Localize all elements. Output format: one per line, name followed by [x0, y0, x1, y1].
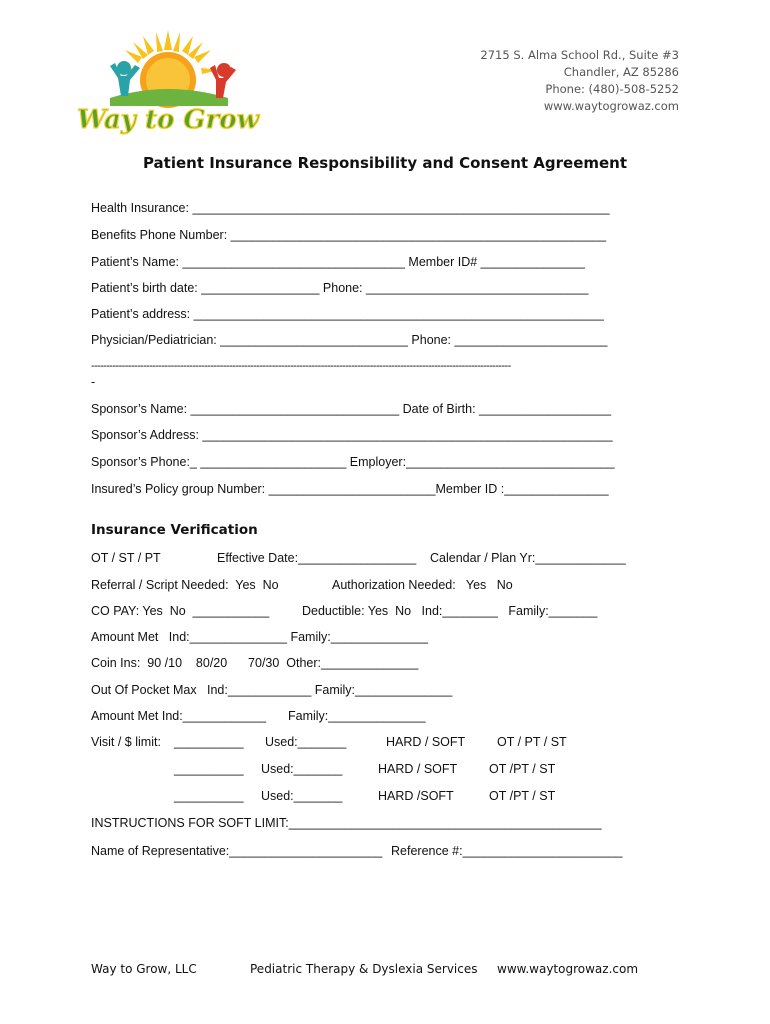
address-phone: Phone: (480)-508-5252 [545, 82, 679, 96]
svg-text:Way to Grow: Way to Grow [77, 105, 259, 135]
hard-soft-option[interactable]: HARD / SOFT [378, 762, 458, 776]
soft-limit-instructions-field[interactable]: INSTRUCTIONS FOR SOFT LIMIT:_____________________________________________ [91, 816, 602, 830]
out-of-pocket-field[interactable]: Out Of Pocket Max Ind:____________ Family:______________ [91, 683, 453, 697]
footer-company: Way to Grow, LLC [91, 962, 197, 976]
discipline-option[interactable]: OT /PT / ST [489, 762, 556, 776]
reference-number-field[interactable]: Reference #:_______________________ [391, 844, 623, 858]
visit-used-field[interactable]: Used:_______ [265, 735, 347, 749]
visit-limit-blank[interactable]: __________ [174, 762, 244, 776]
amount-met-ind-field[interactable]: Amount Met Ind:____________ [91, 709, 267, 723]
visit-limit-blank[interactable]: __________ [174, 735, 244, 749]
copay-field[interactable]: CO PAY: Yes No ___________ [91, 604, 270, 618]
visit-limit-blank[interactable]: __________ [174, 789, 244, 803]
representative-name-field[interactable]: Name of Representative:______________________ [91, 844, 383, 858]
company-address [480, 47, 679, 115]
page-title: Patient Insurance Responsibility and Consent Agreement [142, 154, 628, 172]
coin-ins-field[interactable]: Coin Ins: 90 /10 80/20 70/30 Other:______________ [91, 656, 419, 670]
patient-birth-date-field[interactable]: Patient’s birth date: _________________ Phone: ________________________________ [91, 281, 589, 295]
hard-soft-option[interactable]: HARD / SOFT [386, 735, 466, 749]
amount-met-family-field[interactable]: Family:______________ [288, 709, 426, 723]
benefits-phone-field[interactable]: Benefits Phone Number: ______________________________________________________ [91, 228, 607, 242]
patient-address-field[interactable]: Patient’s address: ___________________________________________________________ [91, 307, 604, 321]
visit-limit-label: Visit / $ limit: [91, 735, 161, 749]
address-city: Chandler, AZ 85286 [563, 65, 679, 79]
policy-group-field[interactable]: Insured’s Policy group Number: ________________________Member ID :_______________ [91, 482, 609, 496]
ot-st-pt-label: OT / ST / PT [91, 551, 161, 565]
referral-field[interactable]: Referral / Script Needed: Yes No [91, 578, 279, 592]
footer-services: Pediatric Therapy & Dyslexia Services [250, 962, 478, 976]
sponsor-phone-field[interactable]: Sponsor’s Phone:_ _____________________ Employer:______________________________ [91, 455, 615, 469]
calendar-plan-field[interactable]: Calendar / Plan Yr:_____________ [430, 551, 626, 565]
patient-name-field[interactable]: Patient’s Name: ________________________________ Member ID# _______________ [91, 255, 585, 269]
dashed-divider-tail: - [91, 375, 96, 389]
sponsor-name-field[interactable]: Sponsor’s Name: ______________________________ Date of Birth: ___________________ [91, 402, 612, 416]
deductible-field[interactable]: Deductible: Yes No Ind:________ Family:_______ [302, 604, 598, 618]
physician-field[interactable]: Physician/Pediatrician: ___________________________ Phone: ______________________ [91, 333, 608, 347]
hard-soft-option[interactable]: HARD /SOFT [378, 789, 454, 803]
authorization-field[interactable]: Authorization Needed: Yes No [332, 578, 513, 592]
amount-met-field[interactable]: Amount Met Ind:______________ Family:______________ [91, 630, 429, 644]
footer-website[interactable]: www.waytogrowaz.com [497, 962, 639, 976]
way-to-grow-logo [77, 28, 259, 140]
insurance-verification-heading: Insurance Verification [91, 522, 258, 538]
health-insurance-field[interactable]: Health Insurance: ____________________________________________________________ [91, 201, 610, 215]
effective-date-field[interactable]: Effective Date:_________________ [217, 551, 417, 565]
discipline-option[interactable]: OT / PT / ST [497, 735, 567, 749]
address-street: 2715 S. Alma School Rd., Suite #3 [480, 48, 679, 62]
visit-used-field[interactable]: Used:_______ [261, 789, 343, 803]
visit-used-field[interactable]: Used:_______ [261, 762, 343, 776]
dashed-divider: ----------------------------------------------------------------------------------------------------------------------------------------- [91, 360, 511, 372]
discipline-option[interactable]: OT /PT / ST [489, 789, 556, 803]
sponsor-address-field[interactable]: Sponsor’s Address: ___________________________________________________________ [91, 428, 613, 442]
address-website: www.waytogrowaz.com [543, 99, 679, 113]
